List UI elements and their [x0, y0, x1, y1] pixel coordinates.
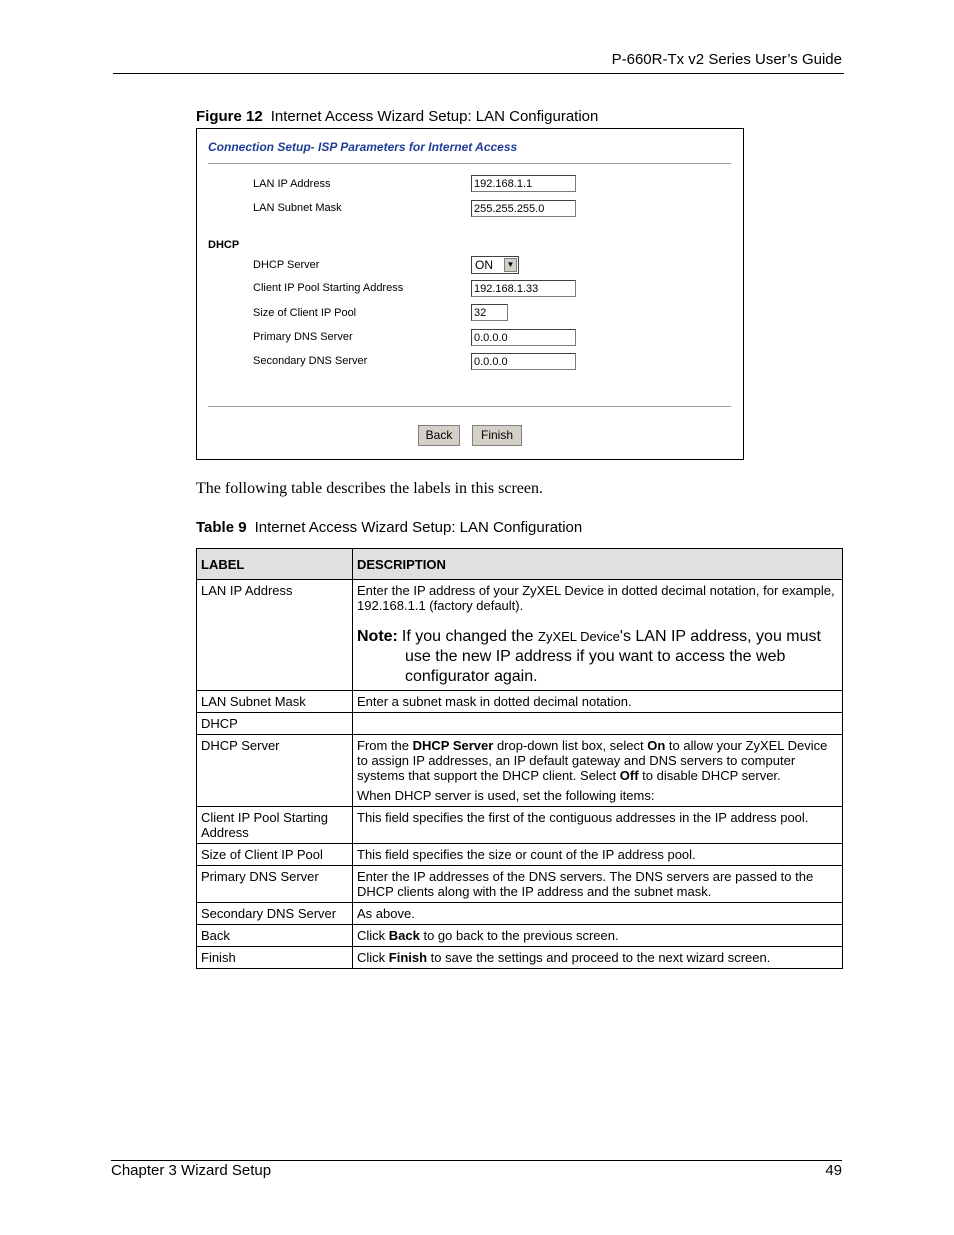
desc-text: to save the settings and proceed to the next wizard screen.	[427, 950, 771, 965]
row-label: DHCP	[197, 713, 353, 735]
dns2-input[interactable]: 0.0.0.0	[471, 353, 576, 370]
finish-button[interactable]: Finish	[472, 425, 522, 446]
row-label: LAN IP Address	[197, 580, 353, 691]
desc-bold: On	[647, 738, 666, 753]
table-row	[197, 844, 843, 866]
row-description-text: Enter the IP address of your ZyXEL Device in dotted decimal notation, for example, 192.168.1.1 (factory default).	[357, 583, 835, 613]
table-header-row	[197, 549, 843, 580]
row-label: Finish	[197, 947, 353, 969]
note-device-name: ZyXEL Device	[538, 629, 620, 644]
row-label: Size of Client IP Pool	[197, 844, 353, 866]
lan-ip-input[interactable]: 192.168.1.1	[471, 175, 576, 192]
note-block	[357, 627, 838, 687]
running-header-title: P-660R-Tx v2 Series User’s Guide	[611, 51, 842, 68]
row-description: As above.	[353, 903, 843, 925]
dns1-label: Primary DNS Server	[253, 331, 353, 343]
row-description: Enter a subnet mask in dotted decimal notation.	[353, 691, 843, 713]
table-row	[197, 691, 843, 713]
table-caption-text: Internet Access Wizard Setup: LAN Configuration	[254, 519, 583, 536]
footer-chapter: Chapter 3 Wizard Setup	[111, 1162, 272, 1179]
figure-number: Figure 12	[196, 108, 263, 125]
pool-start-label: Client IP Pool Starting Address	[253, 282, 404, 294]
row-description: This field specifies the first of the contiguous addresses in the IP address pool.	[353, 807, 843, 844]
desc-text: Click	[357, 928, 389, 943]
column-header-label: LABEL	[197, 549, 353, 580]
row-label: Secondary DNS Server	[197, 903, 353, 925]
row-label: LAN Subnet Mask	[197, 691, 353, 713]
desc-bold: DHCP Server	[412, 738, 494, 753]
table-row	[197, 713, 843, 735]
desc-text: From the	[357, 738, 413, 753]
lan-mask-label: LAN Subnet Mask	[253, 202, 342, 214]
figure-caption	[196, 108, 598, 125]
row-description	[353, 580, 843, 691]
desc-bold: Finish	[388, 950, 428, 965]
row-label: Primary DNS Server	[197, 866, 353, 903]
dhcp-heading: DHCP	[208, 239, 240, 251]
column-header-description: DESCRIPTION	[353, 549, 843, 580]
row-label: Client IP Pool Starting Address	[197, 807, 353, 844]
desc-bold: Off	[619, 768, 639, 783]
row-description: Enter the IP addresses of the DNS servers. The DNS servers are passed to the DHCP clients along with the IP address and the subnet mask.	[353, 866, 843, 903]
table-row	[197, 925, 843, 947]
row-label: DHCP Server	[197, 735, 353, 807]
dns1-input[interactable]: 0.0.0.0	[471, 329, 576, 346]
pool-start-input[interactable]: 192.168.1.33	[471, 280, 576, 297]
desc-text: drop-down list box, select	[493, 738, 648, 753]
row-description	[353, 947, 843, 969]
top-divider	[208, 163, 731, 164]
bottom-divider	[208, 406, 731, 407]
note-text: If you changed the	[401, 628, 538, 645]
wizard-screenshot	[196, 128, 744, 460]
table-row	[197, 580, 843, 691]
dhcp-server-label: DHCP Server	[253, 259, 320, 271]
footer-rule	[111, 1160, 842, 1161]
dhcp-server-select[interactable]	[471, 256, 519, 274]
row-description	[353, 713, 843, 735]
back-button[interactable]: Back	[418, 425, 460, 446]
note-text-end: 's LAN IP address, you must use the new IP address if you want to access the web configurator again.	[405, 628, 821, 685]
row-label: Back	[197, 925, 353, 947]
table-row	[197, 807, 843, 844]
header-rule	[113, 73, 844, 74]
dhcp-server-value: ON	[475, 258, 493, 272]
table-number: Table 9	[196, 519, 247, 536]
figure-caption-text: Internet Access Wizard Setup: LAN Configuration	[270, 108, 599, 125]
row-description	[353, 925, 843, 947]
row-description-text-2: When DHCP server is used, set the following items:	[357, 788, 655, 803]
desc-text: to go back to the previous screen.	[419, 928, 619, 943]
dns2-label: Secondary DNS Server	[253, 355, 368, 367]
table-row	[197, 903, 843, 925]
row-description-text	[357, 738, 838, 783]
wizard-title: Connection Setup- ISP Parameters for Internet Access	[208, 140, 518, 154]
note-label: Note:	[357, 628, 398, 645]
footer-page-number: 49	[825, 1162, 842, 1179]
desc-bold: Back	[388, 928, 420, 943]
desc-text: to disable DHCP server.	[638, 768, 781, 783]
label-description-table	[196, 548, 843, 969]
table-row	[197, 735, 843, 807]
lan-mask-input[interactable]: 255.255.255.0	[471, 200, 576, 217]
table-row	[197, 866, 843, 903]
pool-size-input[interactable]: 32	[471, 304, 508, 321]
pool-size-label: Size of Client IP Pool	[253, 307, 357, 319]
row-description	[353, 735, 843, 807]
table-caption	[196, 519, 582, 536]
lan-ip-label: LAN IP Address	[253, 178, 331, 190]
row-description: This field specifies the size or count of the IP address pool.	[353, 844, 843, 866]
desc-text: Click	[357, 950, 389, 965]
table-row	[197, 947, 843, 969]
dropdown-arrow-icon[interactable]: ▼	[504, 258, 517, 272]
desc-text: to allow your ZyXEL Device to assign IP addresses, an IP default gateway and DNS servers to computer systems that support the DHCP client. Select	[357, 738, 828, 783]
intro-paragraph: The following table describes the labels in this screen.	[196, 480, 544, 497]
